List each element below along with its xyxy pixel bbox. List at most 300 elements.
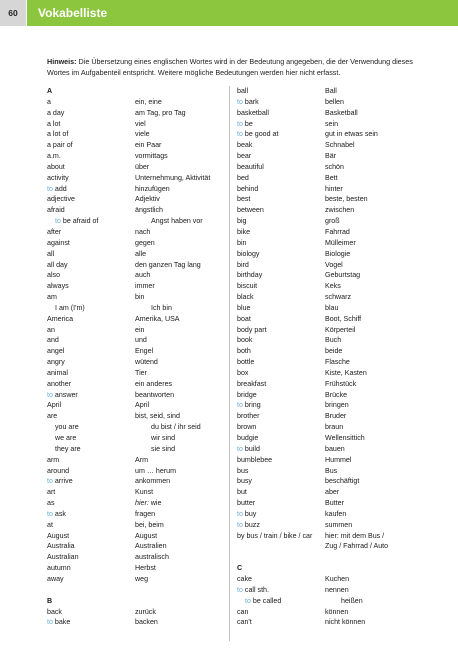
german-word: kaufen [325,509,347,518]
english-word: animal [47,368,68,377]
vocab-row [47,270,222,281]
vocab-german [325,281,427,292]
german-word: wütend [135,358,158,367]
vocab-german [325,455,427,466]
german-word: immer [135,282,155,291]
german-word: ein anderes [135,379,173,388]
german-word: Boot, Schiff [325,314,362,323]
vocab-row [47,531,222,542]
vocab-row [47,227,222,238]
english-word: beautiful [237,162,264,171]
german-word: Fahrrad [325,227,350,236]
vocab-row [237,119,427,130]
german-word: ein Paar [135,141,162,150]
english-word: a [47,97,51,106]
english-word: big [237,217,247,226]
vocab-row [47,368,222,379]
vocab-english [47,368,135,379]
to-prefix: to [47,184,53,193]
english-word: art [47,488,56,497]
vocab-german [135,552,222,563]
english-word: bottle [237,358,255,367]
vocab-row [47,260,222,271]
german-word: ängstlich [135,206,163,215]
vocab-german [325,585,427,596]
vocab-row [237,379,427,390]
vocab-row [47,552,222,563]
german-word: Tier [135,368,147,377]
english-word: we are [55,434,77,442]
vocab-german [143,216,222,227]
vocab-german [325,531,427,542]
english-word: after [47,227,62,236]
vocab-english [47,400,135,411]
vocab-german [135,292,222,303]
vocab-german [135,509,222,520]
german-word: bist, seid, sind [135,412,180,421]
vocab-row [47,520,222,531]
vocab-english [237,617,325,628]
vocab-english [47,466,135,477]
german-word: hinzufügen [135,184,170,193]
vocab-german [325,433,427,444]
vocab-row [237,129,427,140]
vocab-german [325,205,427,216]
vocab-german [325,325,427,336]
vocab-row [237,476,427,487]
vocab-german [325,227,427,238]
vocab-german [135,249,222,260]
english-word: biscuit [237,282,258,291]
vocab-english [237,607,325,618]
vocab-row [47,476,222,487]
vocab-english [237,422,325,433]
to-prefix: to [47,477,53,486]
german-qualifier: hier: [135,499,149,508]
vocab-english [237,216,325,227]
german-word: wie [150,499,162,508]
top-bar [0,0,458,26]
to-prefix: to [237,509,243,518]
vocab-row [47,151,222,162]
vocab-english [237,108,325,119]
german-word: australisch [135,553,169,562]
to-prefix: to [47,509,53,518]
german-word: Ich bin [151,303,172,312]
german-word: Buch [325,336,342,345]
vocab-row [47,379,222,390]
vocab-german [135,574,222,585]
english-word: blue [237,303,251,312]
german-word: Bruder [325,412,347,421]
vocab-english [237,498,325,509]
vocab-row [237,140,427,151]
vocab-row [47,400,222,411]
vocab-row [237,97,427,108]
vocab-english [47,433,143,444]
german-word: viele [135,130,150,139]
english-word: Australia [47,542,75,551]
english-word: a lot [47,119,61,128]
vocab-german [325,607,427,618]
vocab-german [325,509,427,520]
german-word: den ganzen Tag lang [135,260,201,269]
vocab-german [135,563,222,574]
english-word: call sth. [244,585,269,594]
english-word: bike [237,227,251,236]
vocab-row [47,390,222,401]
vocab-english [237,227,325,238]
vocab-german [135,162,222,173]
english-word: basketball [237,108,269,117]
vocab-row [237,357,427,368]
vocab-row [237,216,427,227]
vocab-row [237,227,427,238]
english-word: afraid [47,206,65,215]
german-word: bellen [325,97,344,106]
vocab-german [135,129,222,140]
english-word: add [54,184,67,193]
vocab-german [135,400,222,411]
vocab-row [47,129,222,140]
vocab-row [47,357,222,368]
english-word: as [47,499,55,508]
german-word: Wellensittich [325,434,365,442]
german-word: Geburtstag [325,271,361,280]
german-word: bei, beim [135,520,164,529]
vocab-row [47,563,222,574]
vocab-english [47,260,135,271]
vocab-english [237,390,325,401]
to-prefix: to [237,444,243,453]
english-word: be [244,119,253,128]
vocab-english [237,411,325,422]
vocab-english [237,270,325,281]
german-word: gegen [135,238,155,247]
vocab-row [237,422,427,433]
vocab-row [237,466,427,477]
vocab-german [325,498,427,509]
german-word: sie sind [151,444,176,453]
vocab-row [237,151,427,162]
german-word: Vogel [325,260,343,269]
vocab-english [47,444,143,455]
vocab-row [237,281,427,292]
vocab-english [237,346,325,357]
english-word: black [237,293,254,302]
vocab-row [47,325,222,336]
vocab-row [47,108,222,119]
german-word: backen [135,618,158,627]
vocab-english [47,607,135,618]
section-letter: A [47,87,53,95]
english-word: behind [237,184,259,193]
german-word: du bist / ihr seid [151,423,201,432]
english-word: at [47,520,53,529]
vocab-english [237,86,325,97]
german-word: heißen [341,596,363,605]
german-word: sein [325,119,339,128]
vocab-english [237,194,325,205]
vocab-english [237,129,325,140]
german-word: am Tag, pro Tag [135,108,186,117]
english-word: bed [237,173,249,182]
vocab-german [325,260,427,271]
german-word: August [135,531,158,540]
english-word: all [47,249,55,258]
vocab-german [135,498,222,509]
vocab-german [325,357,427,368]
english-word: be good at [244,130,279,139]
vocab-english [237,140,325,151]
vocab-row [237,325,427,336]
english-word: best [237,195,251,204]
english-word: can [237,607,249,616]
english-word: ask [54,509,66,518]
vocab-english [237,368,325,379]
vocab-german [135,379,222,390]
vocab-row [47,314,222,325]
to-prefix: to [245,596,251,605]
german-word: April [135,401,150,410]
english-word: a pair of [47,141,73,150]
german-word: Mülleimer [325,238,356,247]
english-word: against [47,238,70,247]
english-word: cake [237,574,252,583]
vocab-row [237,400,427,411]
vocab-german [325,335,427,346]
english-word: budgie [237,434,259,442]
vocab-english [47,476,135,487]
vocab-english [47,520,135,531]
vocab-row [47,433,222,444]
vocab-row [237,541,427,552]
german-word: bauen [325,444,345,453]
german-word: Ball [325,87,337,95]
vocab-german [325,346,427,357]
english-word: about [47,162,65,171]
vocab-english [47,498,135,509]
vocab-row [47,574,222,585]
german-word: Keks [325,282,341,291]
vocab-german [135,520,222,531]
german-word: beste, besten [325,195,368,204]
vocab-english [47,390,135,401]
page-number: 60 [0,0,26,26]
english-word: am [47,293,57,302]
german-word: Körperteil [325,325,356,334]
vocab-german [135,314,222,325]
vocab-english [47,314,135,325]
english-word: brother [237,412,260,421]
english-word: buy [244,509,257,518]
vocab-english [47,574,135,585]
vocab-english [47,184,135,195]
vocab-row [237,260,427,271]
vocab-row [47,541,222,552]
vocab-english [47,162,135,173]
vocab-row [47,466,222,477]
vocab-row [237,86,427,97]
vocab-row [237,390,427,401]
english-word: bumblebee [237,455,273,464]
vocab-german [135,466,222,477]
vocab-row [47,422,222,433]
german-word: Engel [135,347,154,356]
english-word: back [47,607,62,616]
vocab-english [47,357,135,368]
to-prefix: to [237,130,243,139]
vocab-german [135,335,222,346]
vocab-english [237,531,325,542]
english-word: autumn [47,564,71,573]
english-word: a lot of [47,130,69,139]
english-word: all day [47,260,68,269]
vocab-english [47,531,135,542]
german-word: auch [135,271,151,280]
vocab-german [325,314,427,325]
vocab-row [237,411,427,422]
english-word: brown [237,423,257,432]
german-word: Kuchen [325,574,350,583]
german-word: Flasche [325,358,350,367]
german-word: und [135,336,147,345]
english-word: bus [237,466,249,475]
vocab-row [47,455,222,466]
vocab-english [237,238,325,249]
german-word: blau [325,303,339,312]
vocab-english [237,97,325,108]
vocab-row [237,617,427,628]
vocab-english [47,335,135,346]
vocab-row [237,173,427,184]
english-word: bridge [237,390,257,399]
vocab-english [47,346,135,357]
vocab-row [47,487,222,498]
vocab-german [135,346,222,357]
vocab-german [325,184,427,195]
vocab-row [47,184,222,195]
english-word: be called [252,596,282,605]
vocab-german [135,260,222,271]
vocab-row [237,162,427,173]
english-word: I am (I'm) [55,303,85,312]
vocab-german [135,325,222,336]
english-word: build [244,444,260,453]
german-word: aber [325,488,340,497]
vocab-german [325,411,427,422]
vocab-english [237,455,325,466]
english-word: body part [237,325,267,334]
english-word: ball [237,87,249,95]
vocab-row [237,574,427,585]
vocab-german [135,390,222,401]
german-word: bringen [325,401,349,410]
english-word: be afraid of [62,217,99,226]
vocab-english [47,541,135,552]
english-word: an [47,325,55,334]
vocab-german [325,140,427,151]
english-word: both [237,347,251,356]
english-word: box [237,368,249,377]
section-letter: C [237,564,243,573]
vocab-english [47,238,135,249]
english-word: beak [237,141,253,150]
vocab-german [135,173,222,184]
to-prefix: to [47,618,53,627]
vocab-german [135,476,222,487]
german-word: Brücke [325,390,348,399]
vocab-german [325,444,427,455]
vocab-row [237,509,427,520]
vocab-row [47,205,222,216]
vocab-german [325,541,427,552]
vocab-english [47,563,135,574]
vocab-german [325,238,427,249]
vocab-german [325,422,427,433]
vocab-english [47,129,135,140]
vocab-english [47,379,135,390]
vocab-english [237,400,325,411]
german-word: Angst haben vor [151,217,203,226]
english-word: another [47,379,72,388]
vocab-english [47,97,135,108]
vocab-row [237,184,427,195]
vocab-german [135,184,222,195]
english-word: buzz [244,520,260,529]
german-word: ankommen [135,477,171,486]
vocab-german [135,607,222,618]
english-word: April [47,401,62,410]
vocab-row [237,368,427,379]
vocab-row [237,292,427,303]
vocab-column-left [47,86,222,628]
vocab-english [47,216,143,227]
german-word: beide [325,347,343,356]
vocab-english [237,433,325,444]
vocab-german [135,205,222,216]
vocab-row [47,607,222,618]
german-word: um … herum [135,466,176,475]
to-prefix: to [237,585,243,594]
english-word: boat [237,314,251,323]
vocab-row [47,292,222,303]
english-word: Australian [47,553,79,562]
vocab-english [237,585,325,596]
page-title: Vokabelliste [27,0,458,26]
vocab-german [135,487,222,498]
english-word: always [47,282,69,291]
vocab-german [135,194,222,205]
vocab-german [325,520,427,531]
vocab-english [47,303,143,314]
vocab-german [135,541,222,552]
german-word: Arm [135,455,149,464]
german-word: Herbst [135,564,156,573]
vocab-german [143,433,222,444]
vocab-row [47,509,222,520]
vocab-english [47,325,135,336]
german-word: fragen [135,509,156,518]
german-word: Schnabel [325,141,355,150]
vocab-german [325,249,427,260]
german-word: Adjektiv [135,195,160,204]
english-word: answer [54,390,78,399]
english-word: arrive [54,477,73,486]
hint-label: Hinweis: [47,57,77,66]
german-word: nicht können [325,618,366,627]
vocab-english [47,292,135,303]
